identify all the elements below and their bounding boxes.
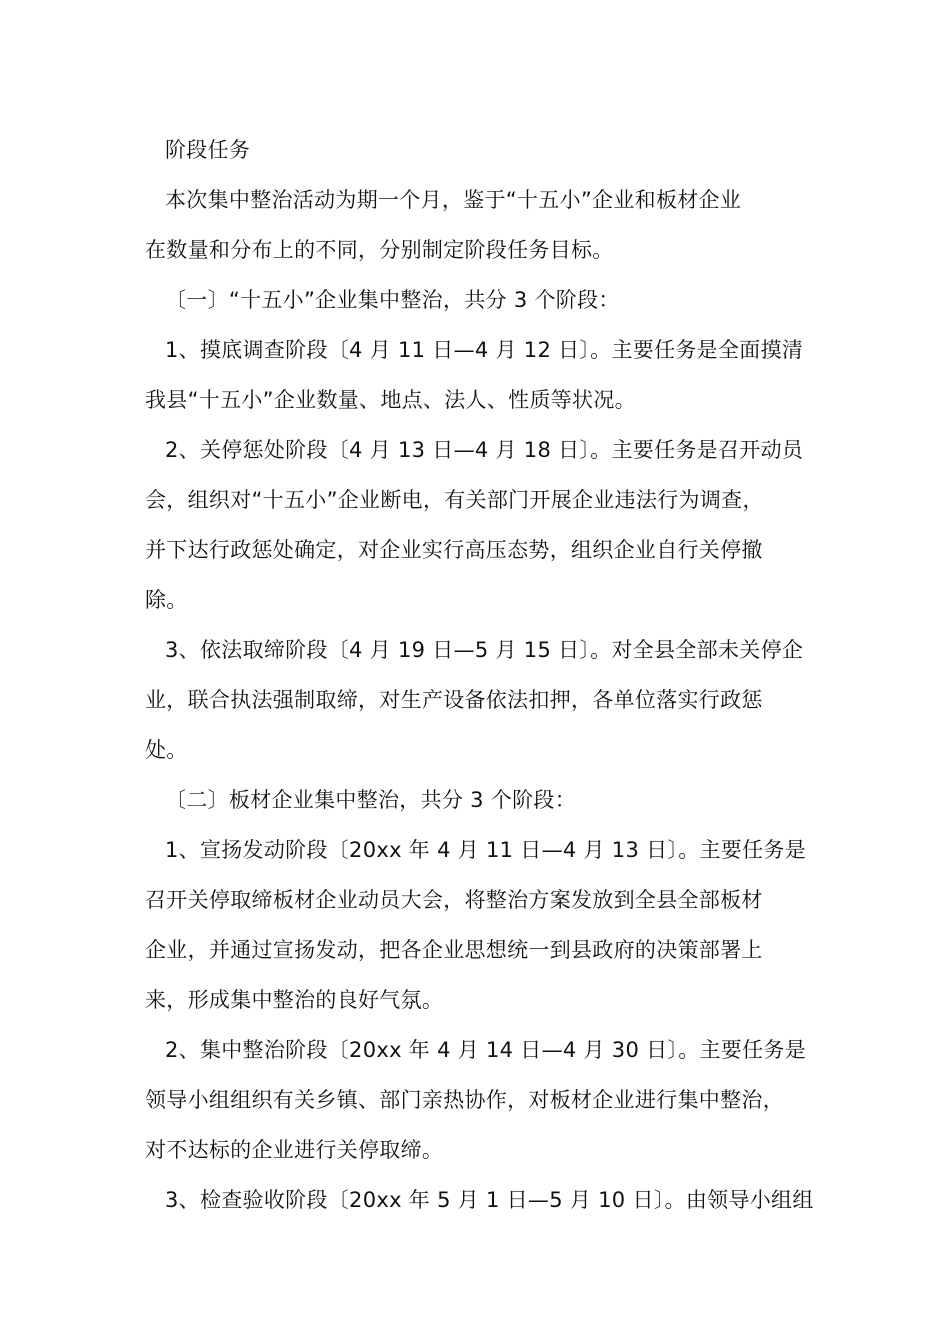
paragraph-line: 并下达行政惩处确定，对企业实行高压态势，组织企业自行关停撤 xyxy=(145,538,763,562)
paragraph-line: 本次集中整治活动为期一个月，鉴于“十五小”企业和板材企业 xyxy=(165,188,742,212)
paragraph-line: 会，组织对“十五小”企业断电，有关部门开展企业违法行为调查， xyxy=(145,488,764,512)
paragraph-line: 除。 xyxy=(145,588,188,612)
paragraph-line: 1、摸底调查阶段〔4 月 11 日—4 月 12 日〕。主要任务是全面摸清 xyxy=(165,338,804,362)
subsection-heading: 〔一〕“十五小”企业集中整治，共分 3 个阶段： xyxy=(165,288,620,312)
paragraph-line: 在数量和分布上的不同，分别制定阶段任务目标。 xyxy=(145,238,614,262)
paragraph-line: 我县“十五小”企业数量、地点、法人、性质等状况。 xyxy=(145,388,636,412)
section-heading: 阶段任务 xyxy=(165,138,251,162)
paragraph-line: 业，联合执法强制取缔，对生产设备依法扣押，各单位落实行政惩 xyxy=(145,688,763,712)
paragraph-line: 2、集中整治阶段〔20xx 年 4 月 14 日—4 月 30 日〕。主要任务是 xyxy=(165,1038,807,1062)
document-body xyxy=(145,125,835,1225)
paragraph-line: 对不达标的企业进行关停取缔。 xyxy=(145,1138,444,1162)
paragraph-line: 领导小组组织有关乡镇、部门亲热协作，对板材企业进行集中整治， xyxy=(145,1088,784,1112)
paragraph-line: 3、依法取缔阶段〔4 月 19 日—5 月 15 日〕。对全县全部未关停企 xyxy=(165,638,804,662)
subsection-heading: 〔二〕板材企业集中整治，共分 3 个阶段： xyxy=(165,788,577,812)
paragraph-line: 2、关停惩处阶段〔4 月 13 日—4 月 18 日〕。主要任务是召开动员 xyxy=(165,438,804,462)
paragraph-line: 1、宣扬发动阶段〔20xx 年 4 月 11 日—4 月 13 日〕。主要任务是 xyxy=(165,838,807,862)
paragraph-line: 召开关停取缔板材企业动员大会，将整治方案发放到全县全部板材 xyxy=(145,888,763,912)
paragraph-line: 企业，并通过宣扬发动，把各企业思想统一到县政府的决策部署上 xyxy=(145,938,763,962)
paragraph-line: 处。 xyxy=(145,738,188,762)
paragraph-line: 来，形成集中整治的良好气氛。 xyxy=(145,988,444,1012)
paragraph-line: 3、检查验收阶段〔20xx 年 5 月 1 日—5 月 10 日〕。由领导小组组 xyxy=(165,1188,814,1212)
